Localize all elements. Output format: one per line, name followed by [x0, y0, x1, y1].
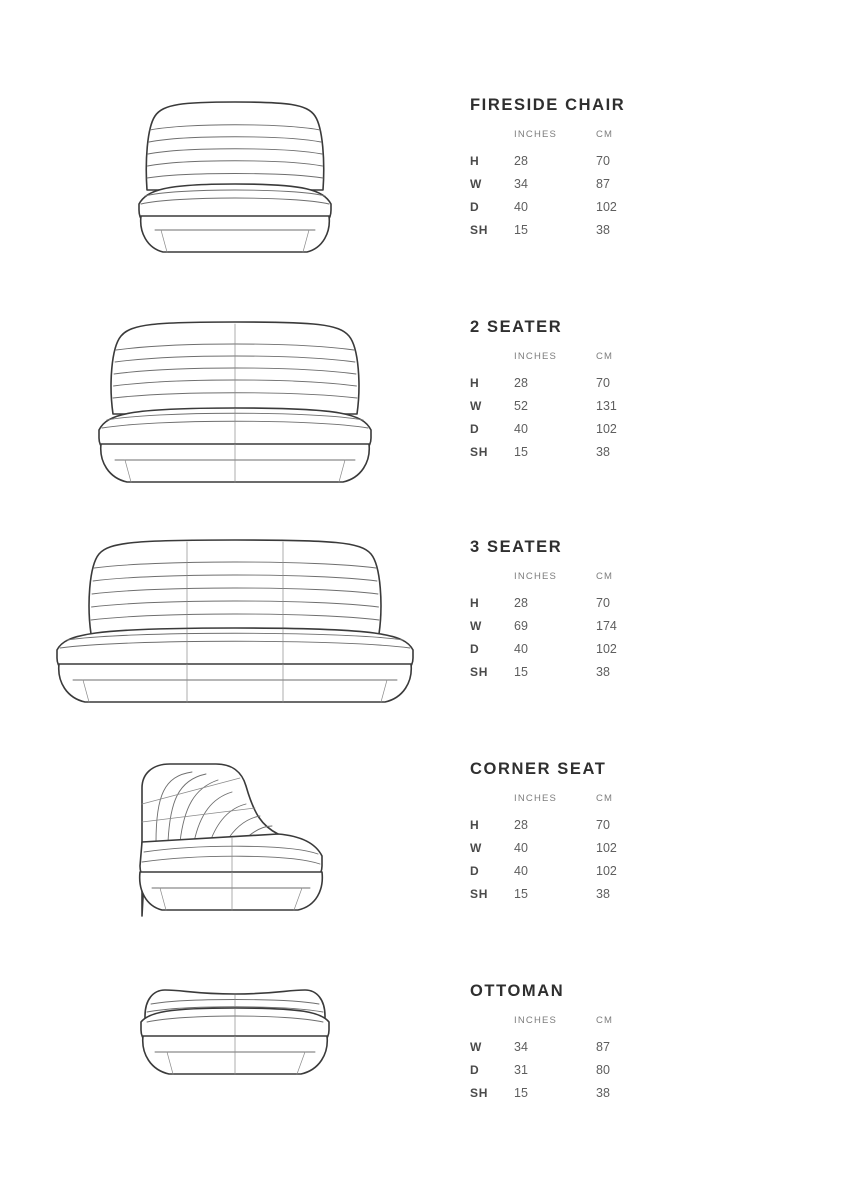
spec-cm: 38	[596, 222, 610, 237]
spec-header-row	[470, 1015, 666, 1035]
table-row	[470, 1081, 666, 1104]
table-row	[470, 882, 666, 905]
spec-cm: 70	[596, 817, 610, 832]
spec-label: W	[470, 1039, 483, 1054]
spec-cm: 87	[596, 176, 610, 191]
spec-inches: 28	[514, 375, 528, 390]
spec-header-blank	[470, 1015, 514, 1035]
table-row	[470, 1058, 666, 1081]
spec-label: D	[470, 199, 480, 214]
table-row	[470, 637, 666, 660]
spec-inches: 28	[514, 817, 528, 832]
spec-cm: 174	[596, 618, 617, 633]
spec-label: D	[470, 863, 480, 878]
table-row	[470, 371, 666, 394]
spec-inches: 34	[514, 176, 528, 191]
spec-inches: 69	[514, 618, 528, 633]
ottoman-illustration	[0, 978, 470, 1098]
spec-block-ottoman	[470, 978, 848, 1104]
spec-inches: 28	[514, 153, 528, 168]
spec-table	[470, 351, 666, 463]
spec-label: SH	[470, 886, 489, 901]
spec-inches: 28	[514, 595, 528, 610]
table-row	[470, 614, 666, 637]
spec-cm: 70	[596, 595, 610, 610]
table-row	[470, 394, 666, 417]
spec-inches: 40	[514, 840, 528, 855]
spec-cm: 102	[596, 199, 617, 214]
spec-block-3-seater	[470, 534, 848, 683]
product-row-2-seater	[0, 314, 848, 489]
spec-inches: 40	[514, 199, 528, 214]
spec-cm: 70	[596, 375, 610, 390]
spec-inches: 15	[514, 1085, 528, 1100]
spec-block-fireside-chair	[470, 92, 848, 241]
spec-inches: 15	[514, 664, 528, 679]
spec-cm: 38	[596, 886, 610, 901]
spec-header-inches: INCHES	[514, 1015, 558, 1026]
three-seater-illustration	[0, 534, 470, 709]
spec-cm: 102	[596, 863, 617, 878]
spec-header-cm: CM	[596, 571, 614, 582]
product-title: 2 SEATER	[470, 318, 563, 336]
table-row	[470, 195, 666, 218]
spec-cm: 38	[596, 1085, 610, 1100]
spec-cm: 38	[596, 664, 610, 679]
spec-label: H	[470, 595, 480, 610]
spec-table	[470, 129, 666, 241]
spec-inches: 15	[514, 444, 528, 459]
table-row	[470, 417, 666, 440]
spec-header-row	[470, 129, 666, 149]
spec-label: D	[470, 421, 480, 436]
table-row	[470, 859, 666, 882]
spec-label: W	[470, 840, 483, 855]
spec-header-inches: INCHES	[514, 571, 558, 582]
spec-block-2-seater	[470, 314, 848, 463]
table-row	[470, 813, 666, 836]
spec-label: SH	[470, 1085, 489, 1100]
spec-label: H	[470, 375, 480, 390]
product-title: 3 SEATER	[470, 538, 563, 556]
table-row	[470, 660, 666, 683]
spec-label: SH	[470, 444, 489, 459]
spec-table	[470, 571, 666, 683]
spec-header-cm: CM	[596, 1015, 614, 1026]
spec-cm: 38	[596, 444, 610, 459]
spec-label: SH	[470, 222, 489, 237]
spec-header-cm: CM	[596, 351, 614, 362]
spec-label: W	[470, 176, 483, 191]
spec-table	[470, 793, 666, 905]
table-row	[470, 836, 666, 859]
spec-inches: 40	[514, 641, 528, 656]
table-row	[470, 591, 666, 614]
spec-inches: 34	[514, 1039, 528, 1054]
spec-header-inches: INCHES	[514, 129, 558, 140]
spec-label: SH	[470, 664, 489, 679]
spec-header-row	[470, 351, 666, 371]
spec-header-inches: INCHES	[514, 351, 558, 362]
spec-cm: 131	[596, 398, 617, 413]
product-row-3-seater	[0, 534, 848, 709]
spec-header-blank	[470, 351, 514, 371]
spec-header-inches: INCHES	[514, 793, 558, 804]
product-row-corner-seat	[0, 756, 848, 931]
spec-cm: 87	[596, 1039, 610, 1054]
product-title: FIRESIDE CHAIR	[470, 96, 626, 114]
spec-inches: 52	[514, 398, 528, 413]
table-row	[470, 172, 666, 195]
spec-header-row	[470, 793, 666, 813]
spec-cm: 70	[596, 153, 610, 168]
product-title: CORNER SEAT	[470, 760, 607, 778]
spec-inches: 40	[514, 863, 528, 878]
spec-header-row	[470, 571, 666, 591]
spec-label: W	[470, 618, 483, 633]
table-row	[470, 1035, 666, 1058]
fireside-chair-illustration	[0, 92, 470, 267]
spec-label: H	[470, 817, 480, 832]
spec-label: H	[470, 153, 480, 168]
spec-block-corner-seat	[470, 756, 848, 905]
spec-header-blank	[470, 129, 514, 149]
spec-cm: 80	[596, 1062, 610, 1077]
spec-cm: 102	[596, 421, 617, 436]
spec-label: D	[470, 1062, 480, 1077]
table-row	[470, 440, 666, 463]
table-row	[470, 218, 666, 241]
spec-inches: 15	[514, 222, 528, 237]
spec-table	[470, 1015, 666, 1104]
spec-cm: 102	[596, 840, 617, 855]
spec-header-blank	[470, 571, 514, 591]
spec-inches: 15	[514, 886, 528, 901]
spec-header-cm: CM	[596, 129, 614, 140]
corner-seat-illustration	[0, 756, 470, 931]
spec-header-cm: CM	[596, 793, 614, 804]
product-row-ottoman	[0, 978, 848, 1104]
product-row-fireside-chair	[0, 92, 848, 267]
spec-label: D	[470, 641, 480, 656]
spec-label: W	[470, 398, 483, 413]
two-seater-illustration	[0, 314, 470, 489]
spec-inches: 40	[514, 421, 528, 436]
spec-header-blank	[470, 793, 514, 813]
spec-inches: 31	[514, 1062, 528, 1077]
spec-cm: 102	[596, 641, 617, 656]
table-row	[470, 149, 666, 172]
product-title: OTTOMAN	[470, 982, 565, 1000]
